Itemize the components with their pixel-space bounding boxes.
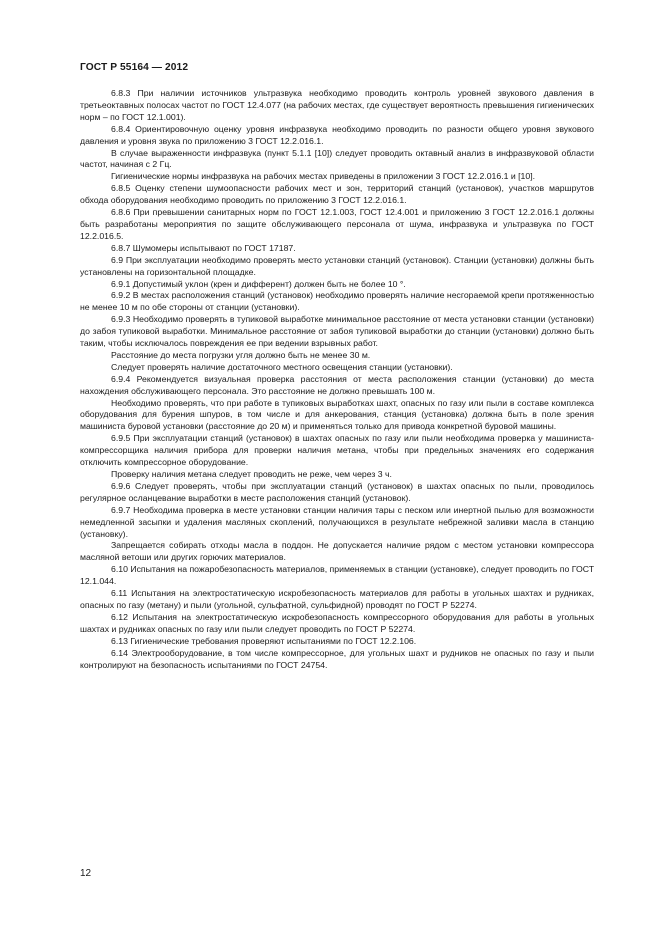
page-number: 12 (80, 868, 92, 879)
paragraph: Запрещается собирать отходы масла в поддон. Не допускается наличие рядом с местом установки компрессора масляной ветоши или других горючих материалов. (80, 540, 594, 563)
document-header: ГОСТ Р 55164 — 2012 (80, 62, 189, 73)
paragraph: 6.13 Гигиенические требования проверяют испытаниями по ГОСТ 12.2.106. (111, 635, 417, 646)
paragraph: 6.8.3 При наличии источников ультразвука необходимо проводить контроль уровней звукового давления в третьеоктавных полосах частот по ГОСТ 12.4.077 (на рабочих местах, где существует вероятность превышения гигиенических норм – по ГОСТ 12.1.001). (80, 88, 594, 122)
paragraph: 6.10 Испытания на пожаробезопасность материалов, применяемых в станции (установке), следует проводить по ГОСТ 12.1.044. (80, 564, 594, 587)
paragraph: Расстояние до места погрузки угля должно быть не менее 30 м. (111, 349, 371, 360)
paragraph: 6.8.5 Оценку степени шумоопасности рабочих мест и зон, территорий станций (установок), участков маршрутов обхода оборудования необходимо проводить по приложению 3 ГОСТ 12.2.016.1. (80, 183, 594, 206)
paragraph: 6.9.5 При эксплуатации станций (установок) в шахтах опасных по газу или пыли необходима проверка у машиниста-компрессорщика наличия прибора для проверки наличия метана, чтобы при предельных значениях его содержания отключить компрессорное оборудование. (80, 433, 594, 468)
paragraph: 6.9.7 Необходима проверка в месте установки станции наличия тары с песком или инертной пылью для возможности немедленной засыпки и удаления масляных скоплений, получающихся в результате небрежной заливки масла в станцию (установку). (80, 504, 594, 539)
paragraph: 6.9.2 В местах расположения станций (установок) необходимо проверять наличие несгораемой крепи протяженностью не менее 10 м по обе стороны от станции (установки). (80, 290, 594, 313)
paragraph: 6.9 При эксплуатации необходимо проверять место установки станций (установок). Станции (установки) должны быть установлены на горизонтальной площадке. (80, 254, 594, 277)
paragraph: Проверку наличия метана следует проводить не реже, чем через 3 ч. (111, 469, 392, 479)
paragraph: 6.9.3 Необходимо проверять в тупиковой выработке минимальное расстояние от места установки станции (установки) до забоя тупиковой выработки. Минимальное расстояние от забоя тупиковой выработки до станции (установки) должно быть таким, чтобы исключалось повреждения ее при ведении взрывных работ. (80, 314, 594, 349)
paragraph: 6.11 Испытания на электростатическую искробезопасность материалов для работы в угольных шахтах и рудниках, опасных по газу (метану) и пыли (угольной, сульфатной, сульфидной) проводят по ГОСТ Р 52274. (80, 588, 594, 610)
paragraph: В случае выраженности инфразвука (пункт 5.1.1 [10]) следует проводить октавный анализ в инфразвуковой области частот, начиная с 2 Гц. (80, 147, 594, 170)
paragraph: 6.8.6 При превышении санитарных норм по ГОСТ 12.1.003, ГОСТ 12.4.001 и приложению 3 ГОСТ 12.2.016.1 должны быть разработаны мероприятия по защите обслуживающего персонала от шума, инфразвука и ультразвука по ГОСТ 12.2.016.5. (80, 207, 594, 241)
paragraph: Необходимо проверять, что при работе в тупиковых выработках шахт, опасных по газу или пыли в составе комплекса оборудования для бурения шпуров, в том числе и для анкерования, станция (установка) должна быть в поле зрения машиниста буровой установки (расстояние до 20 м) и применяться только для привода конкретной буровой машины. (80, 397, 594, 432)
paragraph: 6.9.4 Рекомендуется визуальная проверка расстояния от места расположения станции (установки) до места нахождения обслуживающего персонала. Это расстояние не должно превышать 100 м. (80, 373, 594, 396)
paragraph: Следует проверять наличие достаточного местного освещения станции (установки). (111, 361, 453, 372)
paragraph: 6.9.1 Допустимый уклон (крен и дифферент) должен быть не более 10 °. (111, 278, 406, 289)
paragraph: 6.8.4 Ориентировочную оценку уровня инфразвука необходимо проводить по разности общего уровня звукового давления и уровня звука по приложению 3 ГОСТ 12.2.016.1. (80, 123, 594, 146)
paragraph: 6.8.7 Шумомеры испытывают по ГОСТ 17187. (111, 242, 296, 253)
paragraph: 6.14 Электрооборудование, в том числе компрессорное, для угольных шахт и рудников не опасных по газу и пыли контролируют на безопасность испытаниями по ГОСТ 24754. (80, 647, 594, 670)
document-body (80, 88, 594, 671)
paragraph: Гигиенические нормы инфразвука на рабочих местах приведены в приложении 3 ГОСТ 12.2.016.1 и [10]. (111, 171, 536, 182)
paragraph: 6.9.6 Следует проверять, чтобы при эксплуатации станций (установок) в шахтах опасных по пыли, проводилось регулярное осланцевание выработки в месте расположения станций (установок). (80, 480, 594, 503)
paragraph: 6.12 Испытания на электростатическую искробезопасность компрессорного оборудования для работы в угольных шахтах и рудниках опасных по газу или пыли следует проводить по ГОСТ Р 52274. (80, 611, 594, 634)
